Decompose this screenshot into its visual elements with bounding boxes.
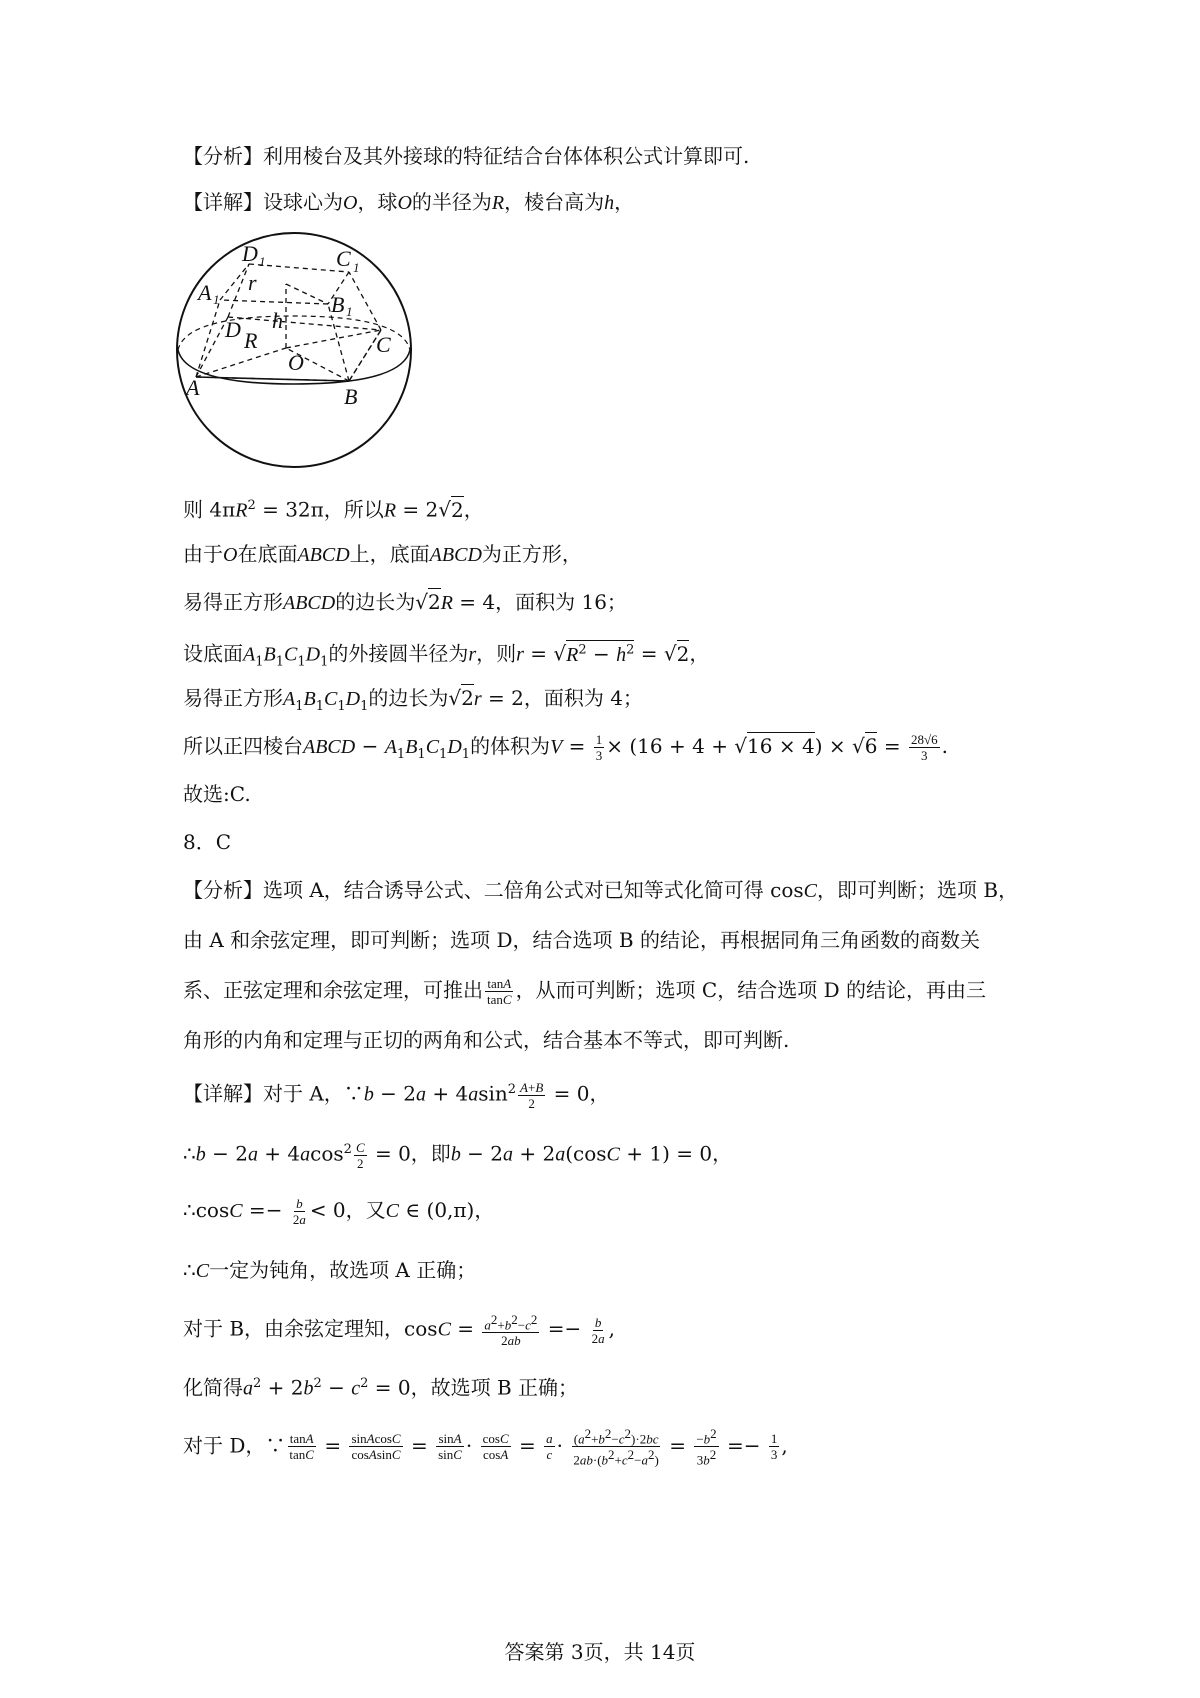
svg-text:A: A [186,375,200,400]
analysis-line: 【分析】选项 A，结合诱导公式、二倍角公式对已知等式化简可得 cosC，即可判断；选项 B， [183,878,1019,902]
page-footer: 答案第 3页，共 14页 [504,1640,696,1664]
svg-text:C: C [376,332,391,357]
svg-text:r: r [248,270,257,295]
detail-line: 【详解】对于 A，∵b − 2a + 4asin$^2$ $\frac{A+B}{2}$ = 0， [183,1079,610,1111]
analysis-line: 【分析】利用棱台及其外接球的特征结合台体体积公式计算即可. [183,144,750,168]
detail-line: ∴b − 2a + 4acos$^2$ $\frac{C}{2}$ = 0，即b − 2a + 2a(cosC + 1) = 0， [183,1139,733,1171]
detail-line: ∴C一定为钝角，故选项 A 正确； [183,1258,477,1282]
analysis-line: 由 A 和余弦定理，即可判断；选项 D，结合选项 B 的结论，再根据同角三角函数的商数关 [183,928,980,952]
svg-text:B: B [344,384,358,409]
svg-text:1: 1 [346,304,353,319]
svg-text:R: R [244,328,258,353]
detail-line: 化简得$a^2 + 2b^2 - c^2 = 0$，故选项 B 正确； [183,1375,579,1400]
formula-line: 易得正方形$A_1B_1C_1D_1$的边长为√2r = 2，面积为 4； [183,686,643,714]
detail-line: 【详解】设球心为O，球O的半径为R，棱台高为h， [183,190,635,214]
formula-line: 易得正方形ABCD的边长为√2R = 4，面积为 16； [183,590,627,614]
frustum-sphere-figure [176,232,436,492]
svg-text:D: D [242,241,258,266]
detail-line: ∴cosC =− $\frac{b}{2a}$ < 0，又C ∈ (0,π)， [183,1196,495,1227]
formula-line: 由于O在底面ABCD上，底面ABCD为正方形， [183,542,582,566]
question-number: 8．C [183,830,232,854]
svg-text:1: 1 [353,260,360,275]
svg-text:h: h [272,308,283,333]
svg-text:B: B [331,292,345,317]
svg-text:C: C [336,246,351,271]
svg-text:1: 1 [213,292,220,307]
svg-text:O: O [288,350,304,375]
svg-text:D: D [225,317,241,342]
formula-line: 设底面$A_1B_1C_1D_1$的外接圆半径为r，则$r = √R^2 - h^2 = √2$， [183,641,710,670]
formula-line: 所以正四棱台ABCD − $A_1B_1C_1D_1$的体积为V = $\frac{1}{3}$ × (16 + 4 + √16 × 4) × √6 = $\frac{28√6}{3}$ . [183,732,948,763]
detail-line: 对于 D，∵ $\frac{\tan A}{\tan C}$ = $\frac{\text{sinAcosC}}{\text{cosAsinC}}$ = $\frac{\sin A}{\sin C}$ · $\frac{\cos C}{\cos A}$ = $\frac{a}{c}$ · $\frac{(a^2+b^2-c^2)\cdot 2bc}{2ab\cdot(b^2+c^2-a^2)}$ = $\frac{-b^2}{3b^2}$ =− $\frac{1}{3}$ , [183,1426,788,1468]
analysis-line: 角形的内角和定理与正切的两角和公式，结合基本不等式，即可判断. [183,1028,790,1052]
answer-line: 故选:C. [183,782,251,806]
svg-text:A: A [198,280,212,305]
formula-line: 则 $4\pi R^2 = 32\pi$，所以R = 2√2， [183,497,484,522]
detail-line: 对于 B，由余弦定理知，cosC = $\frac{a^2+b^2-c^2}{2ab}$ =− $\frac{b}{2a}$ , [183,1312,615,1349]
analysis-line: 系、正弦定理和余弦定理，可推出 $\frac{\tan A}{\tan C}$ ，从而可判断；选项 C，结合选项 D 的结论，再由三 [183,976,986,1007]
svg-text:1: 1 [259,254,266,269]
